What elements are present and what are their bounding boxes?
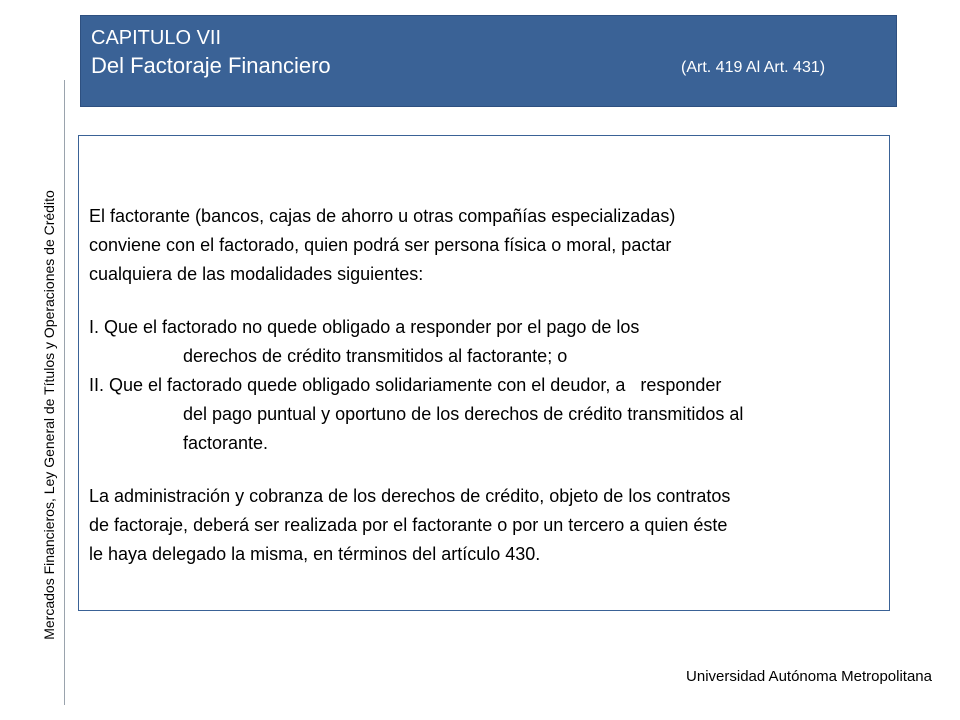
- content-box: [78, 135, 890, 611]
- content-text: [89, 202, 879, 569]
- item-1-line-1: I. Que el factorado no quede obligado a responder por el pago de los: [89, 317, 640, 337]
- paragraph-gap: [89, 289, 879, 313]
- institution-footer: Universidad Autónoma Metropolitana: [686, 668, 932, 685]
- side-vertical-caption: Mercados Financieros, Ley General de Títulos y Operaciones de Crédito: [41, 190, 57, 640]
- intro-line-1: El factorante (bancos, cajas de ahorro u otras compañías especializadas): [89, 206, 676, 226]
- side-divider: [64, 80, 65, 705]
- item-2-line-2: del pago puntual y oportuno de los derechos de crédito transmitidos al: [183, 404, 744, 424]
- closing-line-1: La administración y cobranza de los derechos de crédito, objeto de los contratos: [89, 486, 731, 506]
- intro-line-3: cualquiera de las modalidades siguientes:: [89, 264, 424, 284]
- intro-line-2: conviene con el factorado, quien podrá ser persona física o moral, pactar: [89, 235, 672, 255]
- chapter-subtitle: Del Factoraje Financiero: [91, 53, 331, 78]
- paragraph-gap: [89, 458, 879, 482]
- chapter-title: CAPITULO VII: [91, 27, 222, 49]
- article-range: (Art. 419 Al Art. 431): [681, 59, 826, 76]
- closing-line-3: le haya delegado la misma, en términos del artículo 430.: [89, 544, 541, 564]
- title-banner: [80, 15, 897, 107]
- closing-line-2: de factoraje, deberá ser realizada por el factorante o por un tercero a quien éste: [89, 515, 728, 535]
- item-2-line-3: factorante.: [183, 433, 269, 453]
- item-2-line-1: II. Que el factorado quede obligado solidariamente con el deudor, a responder: [89, 375, 722, 395]
- item-1-line-2: derechos de crédito transmitidos al factorante; o: [183, 346, 568, 366]
